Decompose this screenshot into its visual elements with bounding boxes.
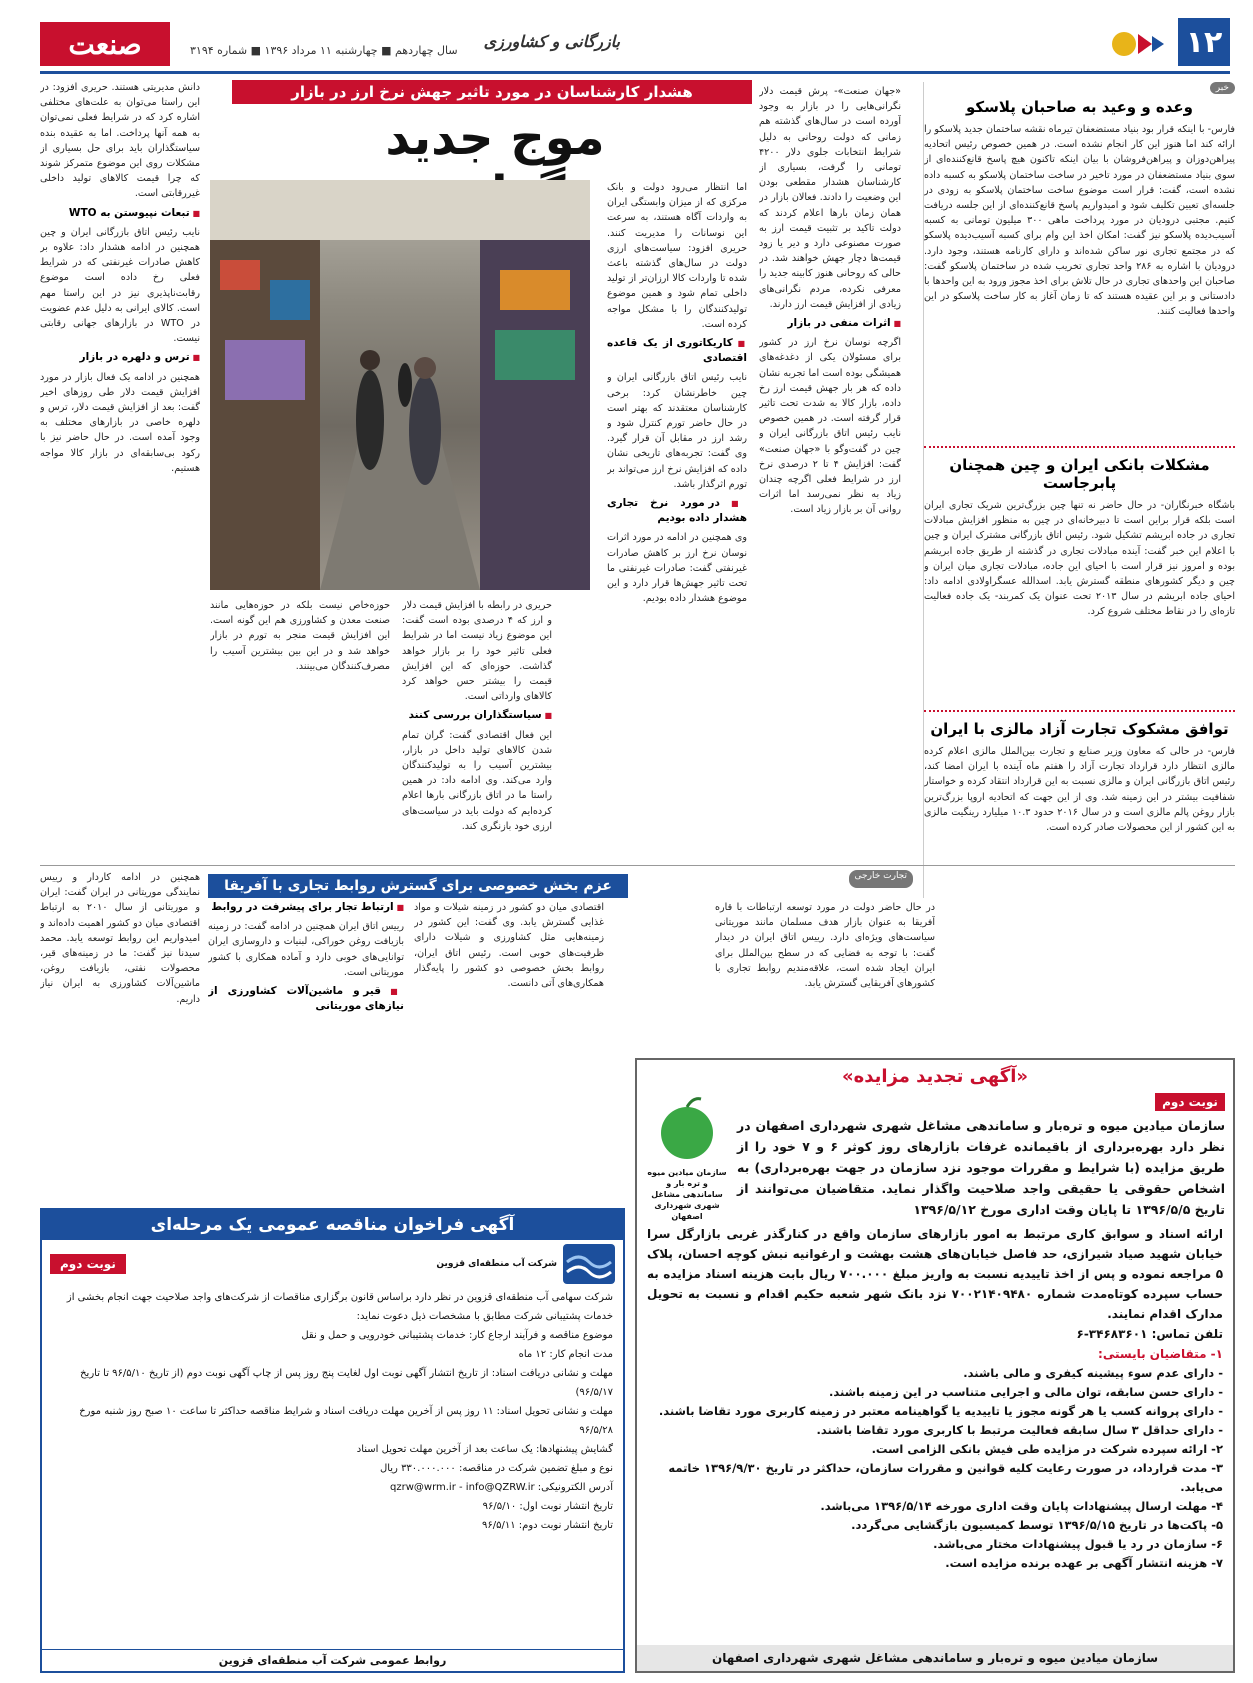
issue-info: سال چهاردهم ■ چهارشنبه ۱۱ مرداد ۱۳۹۶ ■ شماره ۳۱۹۴ <box>190 44 458 57</box>
right-news-column <box>923 82 1235 898</box>
kicker-wrap <box>723 870 913 888</box>
auction-condition: - دارای عدم سوء پیشینه کیفری و مالی باشند. <box>963 1366 1223 1380</box>
story-title: مشکلات بانکی ایران و چین همچنان پابرجاست <box>924 446 1235 492</box>
story-paragraph: نایب رئیس اتاق بازرگانی ایران و چین خاطرنشان کرد: برخی کارشناسان معتقدند که بهتر است در حال حاضر تورم کنترل شود و رشد ارز در مقابل آن قرار گیرد. وی گفت: تجربه‌های تاریخی نشان داده که افزایش نرخ ارز می‌تواند بر تورم اثرگذار باشد. <box>607 372 747 490</box>
story-title: توافق مشکوک تجارت آزاد مالزی با ایران <box>924 710 1235 738</box>
africa-paragraph: رییس اتاق ایران همچنین در ادامه گفت: در زمینه بازیافت روغن خوراکی، لبنیات و داروسازی ایران توانایی‌های خوبی دارد و آماده همکاری با کشور موریتانی است. <box>208 921 404 978</box>
auction-condition: ۵- پاکت‌ها در تاریخ ۱۳۹۶/۵/۱۵ توسط کمیسیون بازگشایی می‌گردد. <box>851 1518 1223 1532</box>
story-subhead: ■ در مورد نرخ تجاری هشدار داده بودیم <box>607 496 747 526</box>
page-number: ۱۲ <box>1178 18 1230 66</box>
africa-subhead: ■ قیر و ماشین‌آلات کشاورزی از نیازهای موریتانی <box>208 984 404 1014</box>
tender-org: شرکت آب منطقه‌ای قزوین <box>436 1259 557 1269</box>
africa-kicker: تجارت خارجی <box>849 870 913 888</box>
story-column <box>402 598 552 858</box>
tender-ad <box>40 1208 625 1673</box>
africa-column <box>414 900 604 1060</box>
story-paragraph: دانش مدیریتی هستند. حریری افزود: در این راستا می‌توان به علت‌های مختلفی اشاره کرد که در شرایط فعلی نمی‌توان به همه آنها پرداخت. اما به عقیده بنده سیاستگذاران باید برای حل بسیاری از مشکلات روی این موضوع متمرکز شوند که چرا قیمت کالاهای تولید داخلی غیررقابتی است. <box>40 82 200 200</box>
africa-column <box>715 900 935 1060</box>
story-paragraph: همچنین در ادامه یک فعال بازار در مورد افزایش قیمت دلار طی روزهای اخیر گفت: بعد از افزایش قیمت دلار، ترس و دلهره خاصی در بازارهای مختلف به وجود آمده است. در حال حاضر نیز با رکود بی‌سابقه‌ای در بازار کالا مواجه هستیم. <box>40 371 200 474</box>
story-paragraph: حریری در رابطه با افزایش قیمت دلار و ارز که ۴ درصدی بوده است گفت: این موضوع زیاد نیست اما در شرایط فعلی تاثیر خود را بر بازار خواهد گذاشت. حوزه‌ای که این افزایش قیمت را بیشتر حس خواهد کرد کالاهای وارداتی است. <box>402 600 552 703</box>
water-logo <box>563 1244 615 1284</box>
auction-condition: - دارای حداقل ۳ سال سابقه فعالیت مرتبط با کاربری مورد تقاضا باشند. <box>816 1423 1223 1437</box>
story-column <box>40 80 200 858</box>
news-kicker: خبر <box>1210 82 1235 94</box>
section-icon <box>1108 24 1168 64</box>
story-paragraph: «جهان صنعت»- پرش قیمت دلار نگرانی‌هایی را در بازار به وجود آورده است در سال‌های گذشته هم زمانی که دولت روحانی به دلیل شرایط انتخابات جلوی دلار ۴۲۰۰ تومانی را گرفت، بسیاری از کارشناسان هشدار مقطعی بودن این وضعیت را دادند. فعالان بازار در همان زمان بارها اعلام کردند که دولت تاکید بر تثبیت قیمت ارز به صورت مصنوعی دارد و دیر یا زود قیمت‌ها دچار جهش خواهند شد. در حالی که روحانی هنوز کابینه جدید را معرفی نکرده، مردم نگرانی‌های زیادی از افزایش قیمت ارز دارند. <box>759 86 901 310</box>
story-headline: موج جدید <box>385 110 605 166</box>
story-title: وعده و وعید به صاحبان پلاسکو <box>965 98 1193 116</box>
auction-condition: ۴- مهلت ارسال پیشنهادات پایان وقت اداری مورخه ۱۳۹۶/۵/۱۴ می‌باشد. <box>820 1499 1223 1513</box>
africa-paragraph: اقتصادی میان دو کشور در زمینه شیلات و مواد غذایی گسترش یابد. وی گفت: این کشور در زمینه‌هایی مثل کشاورزی و شیلات دارای ظرفیت‌های خوبی است. رئیس اتاق ایران، روابط بخش خصوصی دو کشور را پایه‌گذار همکاری‌های آتی دانست. <box>414 902 604 990</box>
auction-footer: سازمان میادین میوه و تره‌بار و ساماندهی مشاغل شهری شهرداری اصفهان <box>637 1645 1233 1671</box>
tender-line: گشایش پیشنهادها: یک ساعت بعد از آخرین مهلت تحویل اسناد <box>356 1444 613 1455</box>
africa-column <box>40 870 200 1200</box>
story-body: فارس- در حالی که معاون وزیر صنایع و تجارت بین‌الملل مالزی اعلام کرده مالزی انتظار دارد قرارداد تجارت آزاد را هفتم ماه آینده با ایران امضا کند، رئیس اتاق بازرگانی ایران و مالزی نسبت به این قرارداد انتقاد کرده و خواستار شفافیت بیشتر در این زمینه شد. وی از این جهت که اتحادیه اروپا بزرگ‌ترین بازار روغن پالم مالزی است و در سال ۲۰۱۶ حدود ۱۰.۳ میلیارد رینگیت مالزی به این کشور از این محصولات صادر کرده است. <box>924 746 1235 834</box>
tender-line: مهلت و نشانی دریافت اسناد: از تاریخ انتشار آگهی نوبت اول لغایت پنج روز پس از چاپ آگهی نوبت دوم (از تاریخ ۹۶/۵/۱۰ تا تاریخ ۹۶/۵/۱۷) <box>80 1368 613 1398</box>
story-subhead: ■ ترس و دلهره در بازار <box>40 350 200 365</box>
auction-ad <box>635 1058 1235 1673</box>
tender-lines <box>42 1288 623 1535</box>
auction-condition: ۶- سازمان در رد یا قبول پیشنهادات مختار می‌باشد. <box>933 1537 1223 1551</box>
tender-line: موضوع مناقصه و فرآیند ارجاع کار: خدمات پشتیبانی خودرویی و حمل و نقل <box>301 1330 613 1341</box>
tender-line: آدرس الکترونیکی: qzrw@wrm.ir - info@QZRW.ir <box>390 1482 613 1493</box>
auction-logo-caption: سازمان میادین میوه و تره بار و ساماندهی مشاغل شهری شهرداری اصفهان <box>647 1168 727 1221</box>
story-paragraph: نایب رئیس اتاق بازرگانی ایران و چین همچنین در ادامه هشدار داد: علاوه بر کاهش صادرات غیرنفتی که در شرایط فعلی رخ داده است موضوع رقابت‌ناپذیری نیز در این راستا مهم است. کالای ایرانی به دلیل عدم عضویت در WTO در بازارهای جهانی رقابتی نیست. <box>40 226 200 345</box>
story-paragraph: اما انتظار می‌رود دولت و بانک مرکزی که از میزان وابستگی ایران به واردات آگاه هستند، به سرعت این نوسانات را مدیریت کنند. حریری افزود: سیاست‌های ارزی دولت در سال‌های گذشته باعث شده تا واردات کالا ارزان‌تر از تولید داخلی تمام شود و همین موضوع تولیدکنندگان را با مشکل مواجه کرده است. <box>607 182 747 330</box>
tender-line: مدت انجام کار: ۱۲ ماه <box>518 1349 613 1360</box>
auction-condition: ۳- مدت قرارداد، در صورت رعایت کلیه قوانین و مقررات سازمان، حداکثر در تاریخ ۱۳۹۶/۹/۳۰ خاتمه می‌یابد. <box>668 1461 1223 1494</box>
auction-conditions-title: ۱- متقاضیان بایستی: <box>1098 1347 1223 1361</box>
tender-line: تاریخ انتشار نوبت اول: ۹۶/۵/۱۰ <box>482 1501 613 1512</box>
market-photo <box>210 180 590 590</box>
story-column <box>210 598 390 858</box>
africa-subhead: ■ ارتباط تجار برای پیشرفت در روابط <box>208 900 404 915</box>
tender-round: نوبت دوم <box>50 1254 126 1274</box>
auction-condition: - دارای حسن سابقه، توان مالی و اجرایی متناسب در این زمینه باشند. <box>829 1385 1223 1399</box>
africa-paragraph: همچنین در ادامه کاردار و رییس نمایندگی موریتانی در ایران گفت: ایران و موریتانی از سال ۲۰۱۰ به ارتباط اقتصادی میان دو کشور اهمیت داده‌اند و امیدواریم این روابط توسعه یابد. محمد سیدنا نیز گفت: ما در زمینه‌های قیر، محصولات نفتی، بازیافت روغن، ماشین‌آلات کشاورزی به ایران نیاز داریم. <box>40 872 200 1005</box>
apple-logo <box>652 1093 722 1163</box>
story-overline: هشدار کارشناسان در مورد تاثیر جهش نرخ ارز در بازار <box>232 80 752 104</box>
africa-paragraph: در حال حاضر دولت در مورد توسعه ارتباطات با قاره آفریقا به عنوان بازار هدف مسلمان مانند موریتانی سیاست‌های ویژه‌ای دارد. رییس اتاق ایران در دیدار گفت: با توجه به فضایی که در سطح بین‌الملل برای ایران ایجاد شده است، علاقه‌مندیم روابط تجاری با کشورهای آفریقایی گسترش یابد. <box>715 902 935 990</box>
story-body: فارس- با اینکه قرار بود بنیاد مستضعفان تیرماه نقشه ساختمان جدید پلاسکو را ارائه کند اما هنوز این کار انجام نشده است. در همین خصوص رئیس اتحادیه پیراهن‌دوزان و پیراهن‌فروشان با بیان اینکه تاکنون هیچ پاسخ قانع‌کننده‌ای از سوی بنیاد مستضعفان در مورد تاخیر در ساخت ساختمان پلاسکو به کسبه داده نشده است، گفت: قرار است موضوع ساخت ساختمان پلاسکو به زودی در جلسه‌ای تعیین تکلیف شود و امیدواریم پاسخ قانع‌کننده‌ای از این جلسه دریافت کنیم. مجتبی درودیان در مورد پرداخت ماهی ۳۰۰ میلیون تومانی به کسبه آسیب‌دیده پلاسکو نیز گفت: امکان اخذ این وام برای کسبه آسیب‌دیده پلاسکو که در مجتمع تجاری نور ساکن شده‌اند و دارای کارنامه هستند، وجود دارد. درودیان با اشاره به ۲۸۶ واحد تجاری تخریب شده در ساختمان پلاسکو گفت: صاحبان این واحدهای تجاری در حال تلاش برای اخذ مجوز ورود به این واحدها با دادستانی و بر این عقیده هستند که تا زمان آغاز به کار ساخت پلاسکو در این واحدها فعالیت کنند. <box>924 124 1235 318</box>
tender-line: مهلت و نشانی تحویل اسناد: ۱۱ روز پس از آخرین مهلت دریافت اسناد و شرایط مناقصه حداکثر تا ساعت ۱۰ صبح روز شنبه مورخ ۹۶/۵/۲۸ <box>79 1406 613 1436</box>
auction-title: «آگهی تجدید مزایده» <box>841 1066 1029 1087</box>
tender-line: نوع و مبلغ تضمین شرکت در مناقصه: ۳۳۰.۰۰۰.۰۰۰ ریال <box>379 1463 613 1474</box>
newspaper-logo: صنعت <box>40 22 170 66</box>
story-body: باشگاه خبرنگاران- در حال حاضر نه تنها چین بزرگ‌ترین شریک تجاری ایران است بلکه قرار براین است تا دبیرخانه‌ای در چین به منظور افزایش مبادلات تجاری در جاده ابریشم تشکیل شود. رئیس اتاق بازرگانی مشترک ایران و چین با اعلام این خبر گفت: آینده مبادلات تجاری در گذشته از طریق جاده ابریشم بوده و امروز نیز قرار است با احیای این جاده، مبادلات تجاری میان ایران و چین و دیگر کشورهای منطقه گسترش یابد. اسدالله عسگراولادی ادامه داد: احیای جاده ابریشم در سال ۲۰۱۳ تحت عنوان یک کمربند- یک جاده فعالیت تازه‌ای را در نقاط مختلف شروع کرد. <box>924 500 1235 618</box>
page-header <box>40 18 1230 74</box>
auction-condition: - دارای پروانه کسب یا هر گونه مجوز یا تاییدیه یا گواهینامه معتبر در زمینه کاربری مورد تقاضا باشند. <box>658 1404 1223 1418</box>
auction-condition: ۲- ارائه سپرده شرکت در مزایده طی فیش بانکی الزامی است. <box>871 1442 1223 1456</box>
auction-condition: ۷- هزینه انتشار آگهی بر عهده برنده مزایده است. <box>945 1556 1223 1570</box>
story-paragraph: اگرچه نوسان نرخ ارز در کشور برای مسئولان یکی از دغدغه‌های همیشگی بوده است اما تجربه نشان داده که هر بار جهش قیمت ارز رخ داده، بازار کالا به شدت تحت تاثیر قرار گرفته است. در همین خصوص نایب رئیس اتاق بازرگانی ایران و چین در گفت‌وگو با «جهان صنعت» گفت: افزایش ۴ تا ۲ درصدی نرخ ارز در شرایط فعلی اگرچه چندان زیاد به نظر نمی‌رسد اما اثرات روانی آن بر بازار زیاد است. <box>759 337 901 516</box>
story-paragraph: حوزه‌خاص نیست بلکه در حوزه‌هایی مانند صنعت معدن و کشاورزی هم این گونه است. این افزایش قیمت منجر به تورم در بازار خواهد شد و در این بین بیشترین آسیب را مصرف‌کنندگان می‌بینند. <box>210 600 390 672</box>
section-title: بازرگانی و کشاورزی <box>483 32 620 51</box>
divider <box>40 865 1235 866</box>
auction-round: نوبت دوم <box>1155 1093 1225 1111</box>
tender-line: شرکت سهامی آب منطقه‌ای قزوین در نظر دارد براساس قانون برگزاری مناقصات از شرکت‌های واجد صلاحیت جهت انجام بخشی از خدمات پشتیبانی شرکت مطابق با مشخصات ذیل دعوت نماید: <box>66 1292 613 1322</box>
tender-line: تاریخ انتشار نوبت دوم: ۹۶/۵/۱۱ <box>482 1520 613 1531</box>
tender-title: آگهی فراخوان مناقصه عمومی یک مرحله‌ای <box>42 1210 623 1240</box>
story-subhead: ■ اثرات منفی در بازار <box>759 316 901 331</box>
story-column <box>759 84 901 858</box>
africa-title: عزم بخش خصوصی برای گسترش روابط تجاری با آفریقا <box>208 874 628 898</box>
story-subhead: ■ تبعات نپیوستن به WTO <box>40 206 200 221</box>
story-subhead: ■ سیاستگذاران بررسی کنند <box>402 708 552 723</box>
africa-column <box>208 900 404 1200</box>
auction-body: ارائه اسناد و سوابق کاری مرتبط به امور بازارهای سازمان واقع در کنارگذر غربی بازارگل سرا خیابان شهید صیاد شیرازی، حد فاصل خیابان‌های هشت بهشت و ارغوانیه نبش کوچه احسان، پلاک ۵ مراجعه نموده و پس از اخذ تاییدیه نسبت به واریز مبلغ ۷۰۰.۰۰۰ ریال بابت هزینه اسناد مزایده به حساب سپرده کوتاه‌مدت شماره ۷۰۰۲۱۴۰۹۴۸۰ نزد بانک شهر شعبه حکیم اقدام و نسبت به تحویل مدارک اقدام نمایند. <box>647 1227 1224 1321</box>
story-subhead: ■ کاریکاتوری از یک قاعده اقتصادی <box>607 336 747 366</box>
auction-intro: سازمان میادین میوه و تره‌بار و ساماندهی مشاغل شهری شهرداری اصفهان در نظر دارد بهره‌برداری از باقیمانده غرفات بازارهای روز کوثر ۶ و ۷ خود را از طریق مزایده (با شرایط و مقررات موجود نزد سازمان در جهت بهره‌برداری) به اشخاص حقوقی یا حقیقی واجد صلاحیت واگذار نماید. متقاضیان می‌توانند از تاریخ ۱۳۹۶/۵/۵ تا پایان وقت اداری مورخ ۱۳۹۶/۵/۱۲ <box>737 1118 1225 1217</box>
auction-phone: تلفن تماس: ۳۴۶۸۳۶۰۱-۶ <box>1076 1327 1223 1341</box>
story-paragraph: وی همچنین در ادامه در مورد اثرات نوسان نرخ ارز بر کاهش صادرات غیرنفتی گفت: صادرات غیرنفتی ما تحت تاثیر جهش‌ها قرار دارد و این موضوع هشدار داده بودیم. <box>607 532 747 605</box>
story-column <box>607 180 747 858</box>
tender-footer: روابط عمومی شرکت آب منطقه‌ای قزوین <box>42 1649 623 1671</box>
story-paragraph: این فعال اقتصادی گفت: گران تمام شدن کالاهای تولید داخل در بازار، بیشترین آسیب را به تولیدکنندگان وارد می‌کند. وی ادامه داد: در همین راستا ما در اتاق بازرگانی بارها اعلام کرده‌ایم که دولت باید در سیاست‌های ارزی خود بازنگری کند. <box>402 729 552 832</box>
